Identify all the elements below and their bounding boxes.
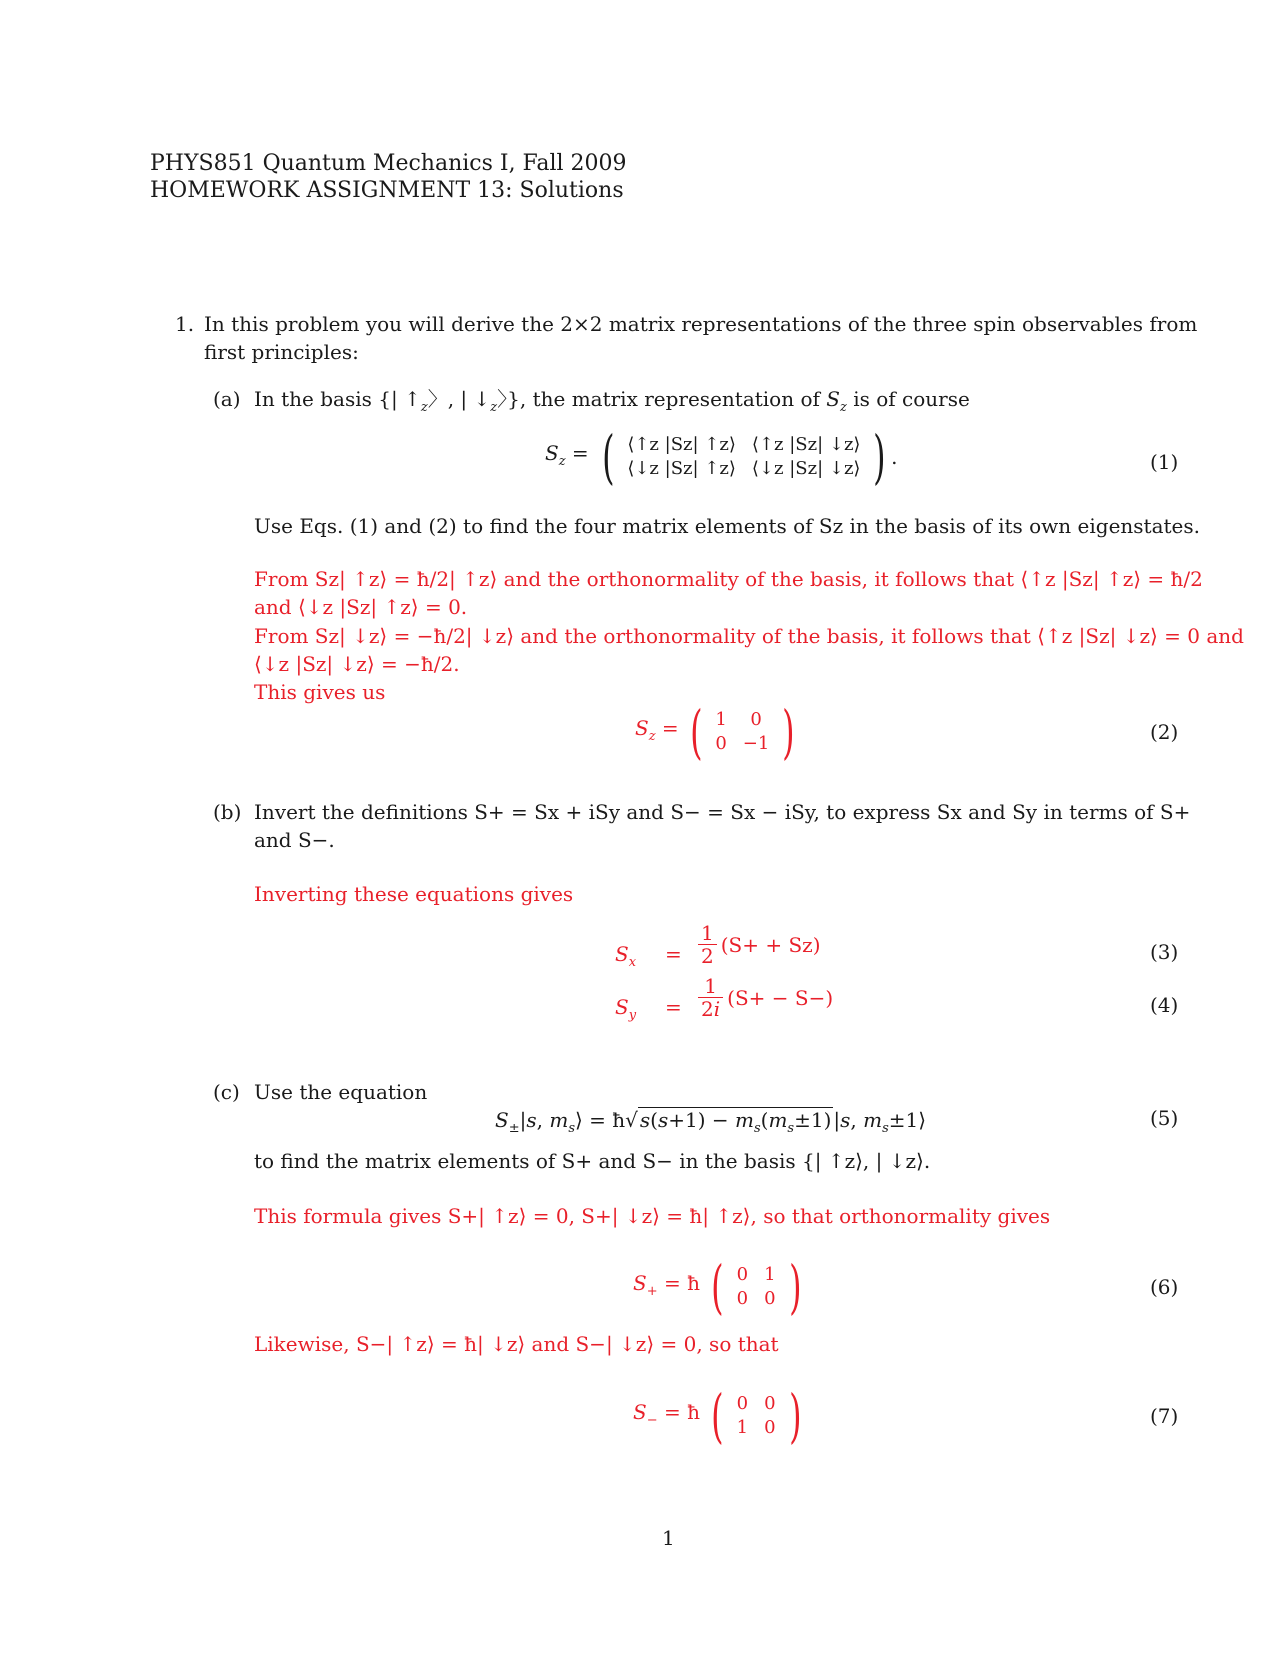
part-a-statement: In the basis {| $↑_z$〉, | $↓_z$〉}, the matrix representation of $S_z$ is of course xyxy=(254,387,970,415)
part-c-solution-line1: This formula gives S+| ↑z⟩ = 0, S+| ↓z⟩ = ħ| ↑z⟩, so that orthonormality gives xyxy=(254,1204,1051,1228)
eq2-cell: 0 xyxy=(715,733,727,754)
equation-1: $S_z$ = ( ⟨↑z |Sz| ↑z⟩ ⟨↑z |Sz| ↓z⟩ ⟨↓z |Sz| ↑z⟩ ⟨↓z |Sz| ↓z⟩ ) . xyxy=(545,423,898,491)
part-c-label: (c) xyxy=(213,1080,240,1104)
equation-number: (1) xyxy=(1150,450,1179,474)
equation-4-lhs: $S_y$ xyxy=(615,995,637,1023)
eq7-cell: 0 xyxy=(764,1417,776,1438)
part-a-instruction: Use Eqs. (1) and (2) to find the four matrix elements of Sz in the basis of its own eigenstates. xyxy=(254,514,1201,538)
part-a-solution-line3: From Sz| ↓z⟩ = −ħ/2| ↓z⟩ and the orthonormality of the basis, it follows that ⟨↑z |Sz| ↓z⟩ = 0 and xyxy=(254,624,1244,648)
eq7-cell: 0 xyxy=(736,1393,749,1414)
assignment-title: HOMEWORK ASSIGNMENT 13: Solutions xyxy=(150,178,624,203)
part-a-solution-line4: ⟨↓z |Sz| ↓z⟩ = −ħ/2. xyxy=(254,652,460,676)
equation-2: $S_z$ = ( 1 0 0 −1 ) xyxy=(635,698,795,766)
eq1-cell: ⟨↓z |Sz| ↑z⟩ xyxy=(627,458,736,479)
part-a-solution-line5: This gives us xyxy=(254,680,386,704)
eq2-cell: 0 xyxy=(750,709,762,730)
equation-7: $S_-$ = ħ ( 0 0 1 0 ) xyxy=(633,1382,802,1450)
eq2-cell: 1 xyxy=(715,709,727,730)
eq6-cell: 0 xyxy=(736,1264,749,1285)
eq7-cell: 1 xyxy=(736,1417,749,1438)
equation-4-rhs: 1 2i (S+ − S−) xyxy=(698,975,833,1020)
problem-intro-line1: In this problem you will derive the 2×2 matrix representations of the three spin observables from xyxy=(204,312,1198,336)
part-c-solution-line2: Likewise, S−| ↑z⟩ = ħ| ↓z⟩ and S−| ↓z⟩ = 0, so that xyxy=(254,1332,779,1356)
part-b-statement-line2: and S−. xyxy=(254,828,335,852)
eq1-cell: ⟨↓z |Sz| ↓z⟩ xyxy=(751,458,861,479)
eq1-cell: ⟨↑z |Sz| ↓z⟩ xyxy=(751,434,861,455)
equation-5: $S_\pm|s$, $m_s⟩$ = ħ√ $s(s+1) - m_s(m_s\pm 1)$ |s, $m_s\pm 1⟩$ xyxy=(495,1108,927,1136)
equation-6: $S_+$ = ħ ( 0 1 0 0 ) xyxy=(633,1253,802,1321)
equation-number: (3) xyxy=(1150,940,1179,964)
equation-number: (5) xyxy=(1150,1106,1179,1130)
eq7-cell: 0 xyxy=(764,1393,776,1414)
eq2-cell: −1 xyxy=(742,733,770,754)
part-a-label: (a) xyxy=(213,387,241,411)
equation-number: (2) xyxy=(1150,720,1179,744)
equation-3-equals: = xyxy=(665,942,682,966)
part-a-solution-line1: From Sz| ↑z⟩ = ħ/2| ↑z⟩ and the orthonormality of the basis, it follows that ⟨↑z |Sz| ↑z⟩ = ħ/2 xyxy=(254,567,1203,591)
equation-number: (4) xyxy=(1150,993,1179,1017)
problem-number: 1. xyxy=(175,312,195,336)
equation-3-lhs: $S_x$ xyxy=(615,942,637,970)
equation-4-equals: = xyxy=(665,995,682,1019)
eq6-cell: 1 xyxy=(764,1264,776,1285)
problem-intro-line2: first principles: xyxy=(204,340,359,364)
equation-3-rhs: 1 2 (S+ + Sz) xyxy=(698,922,821,967)
equation-number: (7) xyxy=(1150,1404,1179,1428)
part-b-label: (b) xyxy=(213,800,242,824)
eq6-cell: 0 xyxy=(736,1288,749,1309)
part-b-solution-line1: Inverting these equations gives xyxy=(254,882,574,906)
course-title: PHYS851 Quantum Mechanics I, Fall 2009 xyxy=(150,151,627,176)
page-number: 1 xyxy=(662,1526,675,1550)
part-b-statement-line1: Invert the definitions S+ = Sx + iSy and S− = Sx − iSy, to express Sx and Sy in terms of S+ xyxy=(254,800,1191,824)
eq1-cell: ⟨↑z |Sz| ↑z⟩ xyxy=(627,434,736,455)
eq6-cell: 0 xyxy=(764,1288,776,1309)
part-a-solution-line2: and ⟨↓z |Sz| ↑z⟩ = 0. xyxy=(254,595,468,619)
part-c-statement-line1: Use the equation xyxy=(254,1080,428,1104)
equation-number: (6) xyxy=(1150,1275,1179,1299)
part-c-statement-line2: to find the matrix elements of S+ and S− in the basis {| ↑z⟩, | ↓z⟩. xyxy=(254,1149,931,1173)
